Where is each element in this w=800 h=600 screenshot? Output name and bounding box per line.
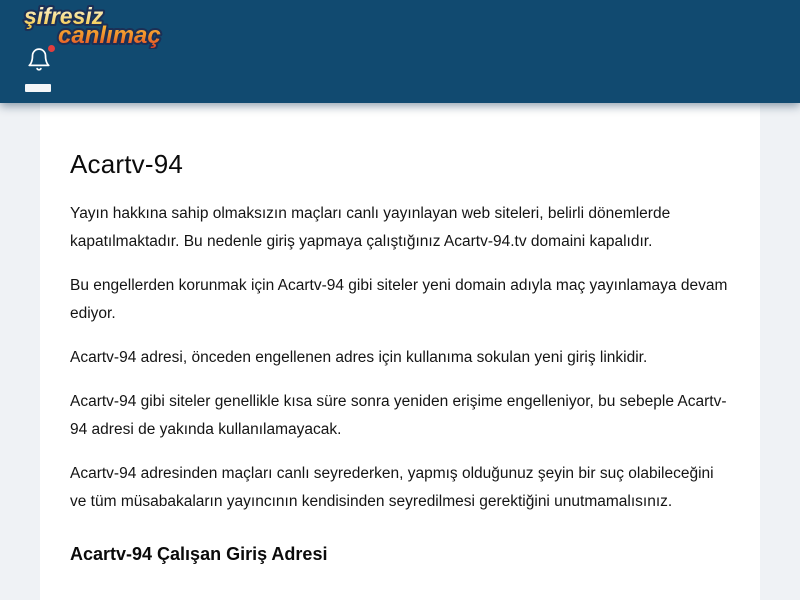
logo-word-canlimac: canlımaç bbox=[58, 22, 161, 49]
article-paragraph: Yayın hakkına sahip olmaksızın maçları canlı yayınlayan web siteleri, belirli dönemlerde kapatılmaktadır. Bu nedenle giriş yapmaya çalıştığınız Acartv-94.tv domaini kapalıdır. bbox=[70, 205, 671, 250]
notifications-button[interactable] bbox=[26, 45, 56, 75]
logo-wordmark-icon bbox=[20, 1, 200, 49]
article-paragraph: Acartv-94 adresi, önceden engellenen adres için kullanıma sokulan yeni giriş linkidir. bbox=[70, 349, 648, 366]
page-background bbox=[0, 103, 800, 600]
article-paragraph: Acartv-94 adresinden maçları canlı seyrederken, yapmış olduğunuz şeyin bir suç olabileceğini ve tüm müsabakaların yayıncının kendisinden seyredilmesi gerektiğini unutmamalısınız. bbox=[70, 465, 714, 510]
notification-badge-icon bbox=[48, 45, 55, 52]
site-logo[interactable] bbox=[20, 1, 200, 49]
article-paragraph: Bu engellerden korunmak için Acartv-94 gibi siteler yeni domain adıyla maç yayınlamaya devam ediyor. bbox=[70, 277, 728, 322]
logo-word-sifresiz: şifresiz bbox=[24, 3, 104, 29]
page-title: Acartv-94 bbox=[70, 149, 184, 179]
article-subheading: Acartv-94 Çalışan Giriş Adresi bbox=[70, 544, 328, 564]
article-paragraph: Acartv-94 gibi siteler genellikle kısa süre sonra yeniden erişime engelleniyor, bu sebeple Acartv-94 adresi de yakında kullanılamayacak. bbox=[70, 393, 727, 438]
menu-toggle-button[interactable] bbox=[25, 84, 51, 92]
article-card bbox=[40, 103, 760, 600]
site-header bbox=[0, 0, 800, 103]
